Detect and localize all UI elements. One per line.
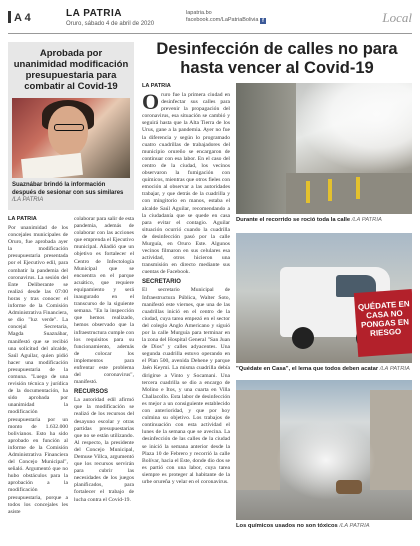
left-article-col2: colaborar para salir de esta pandemia, además de colaborar con las acciones que emprenda el Ejecutivo municipal. Añadió que un objetivo es fortalecer el Centro de Infectología Municipal que se encuentra en el parque acuático, que requiere equipamiento y será inaugurado en el transcurso de la siguiente semana. "En la inspección que hemos realizado, hemos observado que la infraestructura cumple con los requisitos para su funcionamiento, además de colocar los implementos para enfrentar este problema del coronavirus", manifestó. RECURSOS La autoridad edil afirmó que la modificación se realizó de los recursos del desayuno escolar y otras partidas presupuestarias que no se están utilizando. Al respecto, la presidente del Concejo Municipal, Demuse Villca, argumentó que los recursos servirán para cubrir las necesidades de los juegos planificados, para fortalecer el trabajo de lucha contra el Covid-19. <box>74 216 134 503</box>
sidebar-box <box>8 42 134 210</box>
sidebar-title: Aprobada por unanimidad modificación presupuestaria para combatir al Covid-19 <box>13 48 129 92</box>
sidebar-caption: Suaznábar brindó la información después de sesionar con sus similares /LA PATRIA <box>12 182 124 203</box>
truck-photo <box>236 233 412 363</box>
councilwoman-photo <box>12 98 130 178</box>
main-article-col: LA PATRIA O ruro fue la primera ciudad en desinfectar sus calles para prevenir la propagación del coronavirus, esa situación se cambió y seguirá hasta que la Alta Tierra de los Urus, gane a la pandemia. Ayer no fue la diferencia y según lo programado cuatro cuadrillas de trabajadores del municipio orureño se encargaron de continuar con esa labor. En el caso del centro de la ciudad, los vecinos observaron la fumigación con químicos, mientras que otros fieles con emoción al observar a las autoridades trabajar, y que detrás de la cuadrilla y con mingitorio en manos, estaba el alcalde Saúl Aguilar, recomendando a la ciudadanía que se quede en casa para evitar el contagio. Aguilar situación ocurrió cuando la cuadrilla de desinfección pasó por la calle Murguía, en Oruro Este. Algunos vecinos filmaron en sus celulares esa actividad, otros hicieron una transmisión en directo mediante sus cuentas de Facebook. SECRETARIO El secretario Municipal de Infraestructura Pública, Walter Soto, manifestó este viernes, que una de las cuadrillas inició en el centro de la ciudad, cuya tarea empezó en el sector del colegio Anglo Americano y siguió por la calle Murguía para terminar en la zona del Hospital General "San Juan de Dios" y calles adyacentes. Una segunda cuadrilla estuvo operando en el Plan 500, avenida Dehene y parque Jaén Keymi. La misma cuadrilla debía dirigirse a Vinto y Socamani. Una tercera cuadrilla se dio a encargo de Molino e Itos, y una cuarta en Villa Challacollo. Esta labor de desinfección es mejor a un consiguiente establecido con anterioridad, y que por hoy culmina su objetivo. Los trabajos de continuación con esta actividad el lunes de la semana que se avecina. La desinfección de las calles de la ciudad se inició la semana anterior desde la Plaza 10 de Febrero y recorrió la calle Bolívar, hacia el Este, donde dio dos se es partió con una labor, cuya tarea siempre es proteger al habitante de la urbe orureña y velar en el coronavirus. <box>142 83 230 485</box>
street-spraying-photo <box>236 83 412 214</box>
masthead: LA PATRIA <box>66 8 122 19</box>
section-label: Local <box>382 10 412 25</box>
facebook-icon: f <box>260 18 266 24</box>
page-header <box>8 8 412 34</box>
main-headline: Desinfección de calles no para hasta vencer al Covid-19 <box>156 40 398 77</box>
left-article-col1: LA PATRIA Por unanimidad de los concejales municipales de Oruro, fue aprobada ayer la modificación presupuestaria presentada por el Ejecutivo edil, para combatir la pandemia del coronavirus. La sesión del Ente Deliberante se realizó desde las 07:00 horas y tras conocer el informe de la Comisión Administrativa Financiera, se dio "luz verde". La concejal Secretaria, Magda Suaznábar, manifestó que se recibió una solicitud del alcalde, Saúl Aguilar, quien pidió hacer una modificación presupuestaria de la comuna. "Luego de una revisión técnica y jurídica de la documentación, ha sido aprobada por unanimidad la modificación presupuestaria por un monto de 1.632.000 bolivianos. Esto ha sido aprobado en función al informe de la Comisión Administrativa Financiera del Concejo Municipal", señaló. Argumentó que no hubo obstáculos para la aprobación a la modificación presupuestaria, porque a todos los concejales les asiste <box>8 216 68 515</box>
quedate-en-casa-sign: QUÉDATE EN CASA NO PONGAS EN RIESGO <box>354 289 412 357</box>
fog-street-photo <box>236 380 412 520</box>
photo2-caption: "Quédate en Casa", el lema que todos deben acatar /LA PATRIA <box>236 366 410 372</box>
photo1-caption: Durante el recorrido se roció toda la calle /LA PATRIA <box>236 217 382 223</box>
edition-date: Oruro, sábado 4 de abril de 2020 <box>66 21 155 27</box>
page-number: A 4 <box>8 11 31 24</box>
photo3-caption: Los químicos usados no son tóxicos /LA PATRIA <box>236 523 370 529</box>
facebook-link[interactable]: lapatria.bo facebook.com/LaPatriaBolivia f <box>186 10 266 24</box>
